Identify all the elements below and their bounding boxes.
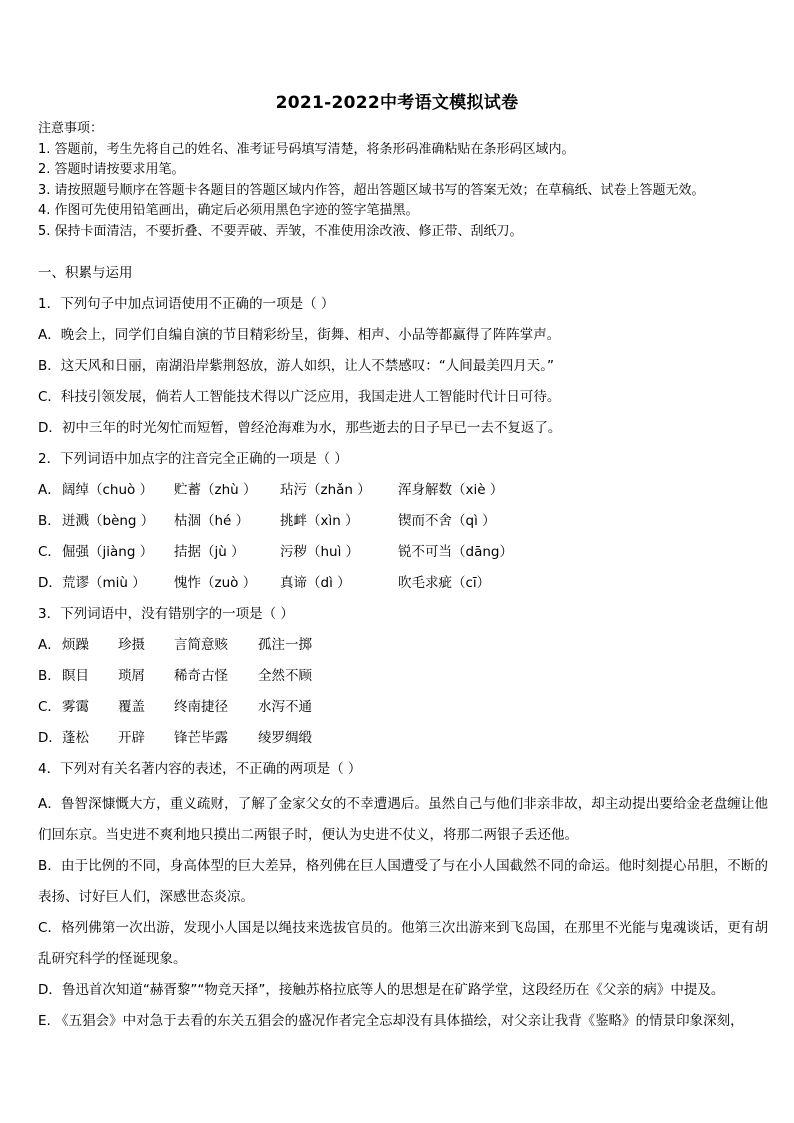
pinyin-item: 枯涸（hé ） [174,513,250,529]
question-1-option-a: A．晚会上，同学们自编自演的节目精彩纷呈，街舞、相声、小品等都赢得了阵阵掌声。 [38,327,561,343]
word-item: 稀奇古怪 [174,668,228,684]
word-item: 锋芒毕露 [174,730,228,746]
notice-item: 5. 保持卡面清洁，不要折叠、不要弄破、弄皱，不准使用涂改液、修正带、刮纸刀。 [38,223,523,239]
pinyin-item: 吹毛求疵（cī） [398,575,491,591]
word-item: 全然不顾 [258,668,312,684]
question-1-stem: 1．下列句子中加点词语使用不正确的一项是（ ） [38,296,335,312]
question-4-option-c: C．格列佛第一次出游，发现小人国是以绳技来选拔官员的。他第三次出游来到飞岛国，在那里不光能与鬼魂谈话，更有胡乱研究科学的怪诞现象。 [38,920,768,967]
pinyin-item: 锲而不舍（qì ） [398,513,496,529]
word-item: 珍摄 [118,637,145,653]
question-4-option-e: E. 《五猖会》中对急于去看的东关五猖会的盛况作者完全忘却没有具体描绘，对父亲让我背《鉴略》的情景印象深刻， [38,1013,744,1029]
pinyin-item: 浑身解数（xiè ） [398,482,504,498]
question-3-option-row [38,696,768,727]
question-2-option-row [38,510,768,541]
pinyin-item: 污秽（huì ） [280,544,360,560]
word-item: 水泻不通 [258,699,312,715]
word-item: 孤注一掷 [258,637,312,653]
question-content [38,262,768,1037]
pinyin-item: 愧怍（zuò ） [174,575,257,591]
word-item: 开辟 [118,730,145,746]
word-item: 烦躁 [62,637,89,653]
word-item: 终南捷径 [174,699,228,715]
option-letter: A． [38,482,61,498]
question-2-option-row [38,541,768,572]
pinyin-item: 真谛（dì ） [280,575,351,591]
pinyin-item: 玷污（zhǎn ） [280,482,371,498]
notice-item: 2. 答题时请按要求用笔。 [38,162,185,177]
question-3-option-row [38,665,768,696]
notice-item: 4. 作图可先使用铅笔画出，确定后必须用黑色字迹的签字笔描黑。 [38,203,419,218]
option-letter: C． [38,699,61,715]
page-title: 2021-2022中考语文模拟试卷 [275,93,519,113]
pinyin-item: 锐不可当（dāng） [398,544,513,560]
pinyin-item: 荒谬（miù ） [62,575,146,591]
word-item: 雾霭 [62,699,89,715]
option-letter: B． [38,513,61,529]
pinyin-item: 迸溅（bèng ） [62,513,155,529]
question-4-option-b: B．由于比例的不同，身高体型的巨大差异，格列佛在巨人国遭受了与在小人国截然不同的命运。他时刻提心吊胆，不断的表扬、讨好巨人们，深感世态炎凉。 [38,858,768,905]
question-4-option-d: D．鲁迅首次知道“赫胥黎”“物竞天择”，接触苏格拉底等人的思想是在矿路学堂，这段经历在《父亲的病》中提及。 [38,982,725,998]
question-2-stem: 2．下列词语中加点字的注音完全正确的一项是（ ） [38,451,348,467]
word-item: 琐屑 [118,668,145,684]
option-letter: B． [38,668,61,684]
notice-item: 3. 请按照题号顺序在答题卡各题目的答题区域内作答，超出答题区域书写的答案无效；在草稿纸、试卷上答题无效。 [38,182,705,198]
question-1-option-b: B．这天风和日丽，南湖沿岸紫荆怒放，游人如织，让人不禁感叹：“人间最美四月天。” [38,358,554,374]
pinyin-item: 贮蓄（zhù ） [174,482,257,498]
question-3-stem: 3．下列词语中，没有错别字的一项是（ ） [38,606,294,622]
question-2-option-row [38,572,768,603]
notice-item: 1. 答题前，考生先将自己的姓名、准考证号码填写清楚，将条形码准确粘贴在条形码区域内。 [38,141,575,157]
question-1-option-d: D．初中三年的时光匆忙而短暂，曾经沧海难为水，那些逝去的日子早已一去不复返了。 [38,420,562,436]
question-4-stem: 4．下列对有关名著内容的表述，不正确的两项是（ ） [38,761,362,777]
option-letter: D． [38,730,62,746]
question-4-option-a: A．鲁智深慷慨大方，重义疏财，了解了金家父女的不幸遭遇后。虽然自己与他们非亲非故，却主动提出要给金老盘缠让他们回东京。当史进不爽利地只摸出二两银子时，便认为史进不仗义，将那二两银子丢还他。 [38,796,768,843]
question-1-option-c: C．科技引领发展，倘若人工智能技术得以广泛应用，我国走进人工智能时代计日可待。 [38,389,561,405]
pinyin-item: 阔绰（chuò ） [62,482,154,498]
option-letter: C． [38,544,61,560]
pinyin-item: 挑衅（xìn ） [280,513,359,529]
pinyin-item: 倔强（jiàng ） [62,544,154,560]
option-letter: A． [38,637,61,653]
section-heading: 一、积累与运用 [38,265,133,281]
notice-block [38,119,768,242]
question-2-option-row [38,479,768,510]
word-item: 蓬松 [62,730,89,746]
word-item: 瞑目 [62,668,89,684]
word-item: 言简意赅 [174,637,228,653]
notice-heading: 注意事项： [38,121,104,136]
question-3-option-row [38,634,768,665]
pinyin-item: 拮据（jù ） [174,544,245,560]
question-3-option-row [38,727,768,758]
word-item: 覆盖 [118,699,145,715]
word-item: 绫罗绸缎 [258,730,312,746]
option-letter: D． [38,575,62,591]
